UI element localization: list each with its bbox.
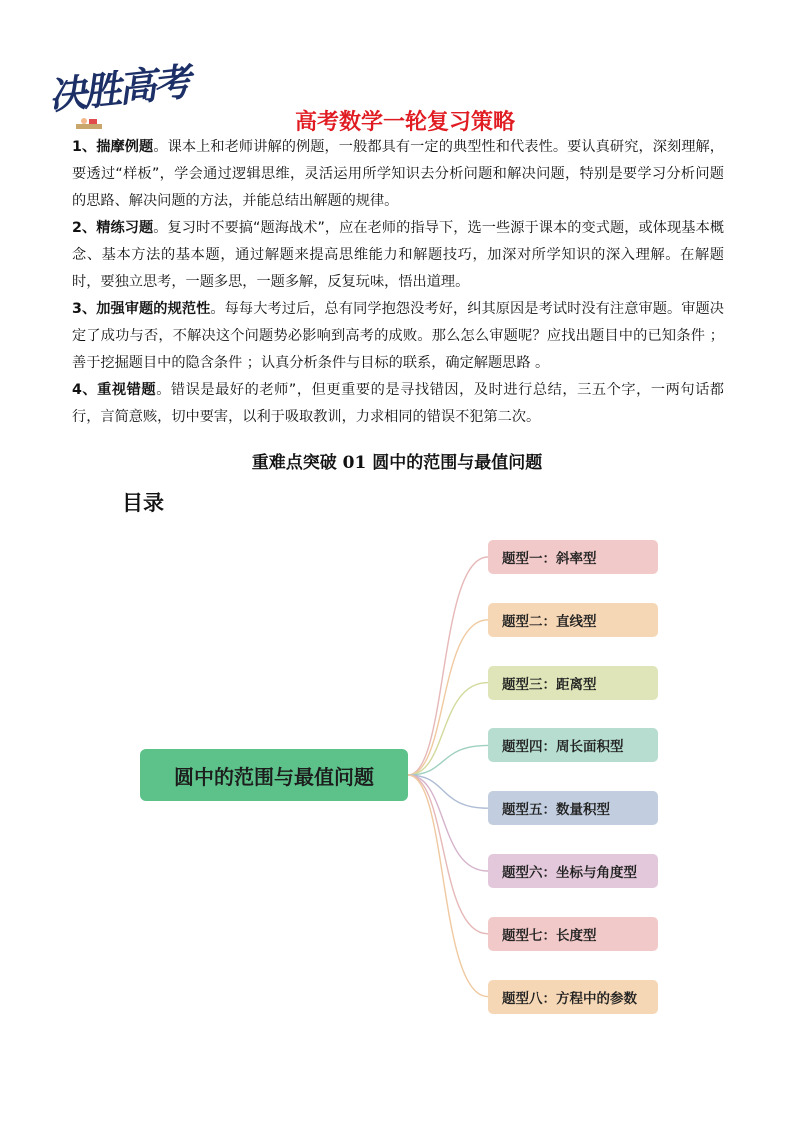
section-subtitle: 重难点突破 01 圆中的范围与最值问题	[251, 453, 543, 473]
mindmap-node: 题型八：方程中的参数	[488, 980, 658, 1014]
strategy-list	[72, 134, 724, 431]
mindmap-connector	[408, 557, 488, 775]
mindmap-node: 题型三：距离型	[488, 666, 658, 700]
mindmap-node: 题型一：斜率型	[488, 540, 658, 574]
strategy-item	[72, 134, 724, 215]
strategy-body: 。课本上和老师讲解的例题，一般都具有一定的典型性和代表性。要认真研究，深刻理解，要透过“样板”，学会通过逻辑思维，灵活运用所学知识去分析问题和解决问题，特别是要学习分析问题的思路、解决问题的方法，并能总结出解题的规律。	[72, 139, 724, 209]
mindmap-node: 题型六：坐标与角度型	[488, 854, 658, 888]
strategy-body: 。复习时不要搞“题海战术”，应在老师的指导下，选一些源于课本的变式题，或体现基本概念、基本方法的基本题，通过解题来提高思维能力和解题技巧，加深对所学知识的深入理解。在解题时，要独立思考，一题多思，一题多解，反复玩味，悟出道理。	[72, 220, 725, 290]
document-title: 高考数学一轮复习策略	[294, 110, 515, 135]
strategy-heading: 4、重视错题	[72, 382, 157, 398]
strategy-item	[72, 296, 724, 377]
strategy-item	[72, 215, 724, 296]
mindmap-node: 题型五：数量积型	[488, 791, 658, 825]
strategy-heading: 2、精练习题	[72, 220, 154, 236]
logo-text: 决胜高考	[46, 58, 191, 119]
mindmap-connector	[408, 745, 488, 775]
mindmap	[130, 530, 670, 1030]
toc-heading: 目录	[122, 490, 164, 515]
mindmap-node: 题型二：直线型	[488, 603, 658, 637]
strategy-heading: 3、加强审题的规范性	[72, 301, 211, 317]
mindmap-node: 题型七：长度型	[488, 917, 658, 951]
strategy-heading: 1、揣摩例题	[72, 139, 154, 155]
mindmap-node: 题型四：周长面积型	[488, 728, 658, 762]
mindmap-connector	[408, 683, 488, 775]
mindmap-root: 圆中的范围与最值问题	[140, 749, 408, 801]
strategy-body: 。每每大考过后，总有同学抱怨没考好，纠其原因是考试时没有注意审题。审题决定了成功与否，不解决这个问题势必影响到高考的成败。那么怎么审题呢？应找出题目中的已知条件 ；善于挖掘题目中的隐含条件 ；认真分析条件与目标的联系，确定解题思路 。	[72, 301, 724, 371]
strategy-body: 。错误是最好的老师”，但更重要的是寻找错因，及时进行总结，三五个字，一两句话都行，言简意赅，切中要害，以利于吸取教训，力求相同的错误不犯第二次。	[72, 382, 724, 425]
mindmap-connector	[408, 775, 488, 997]
strategy-item	[72, 377, 724, 431]
mindmap-connector	[408, 775, 488, 871]
